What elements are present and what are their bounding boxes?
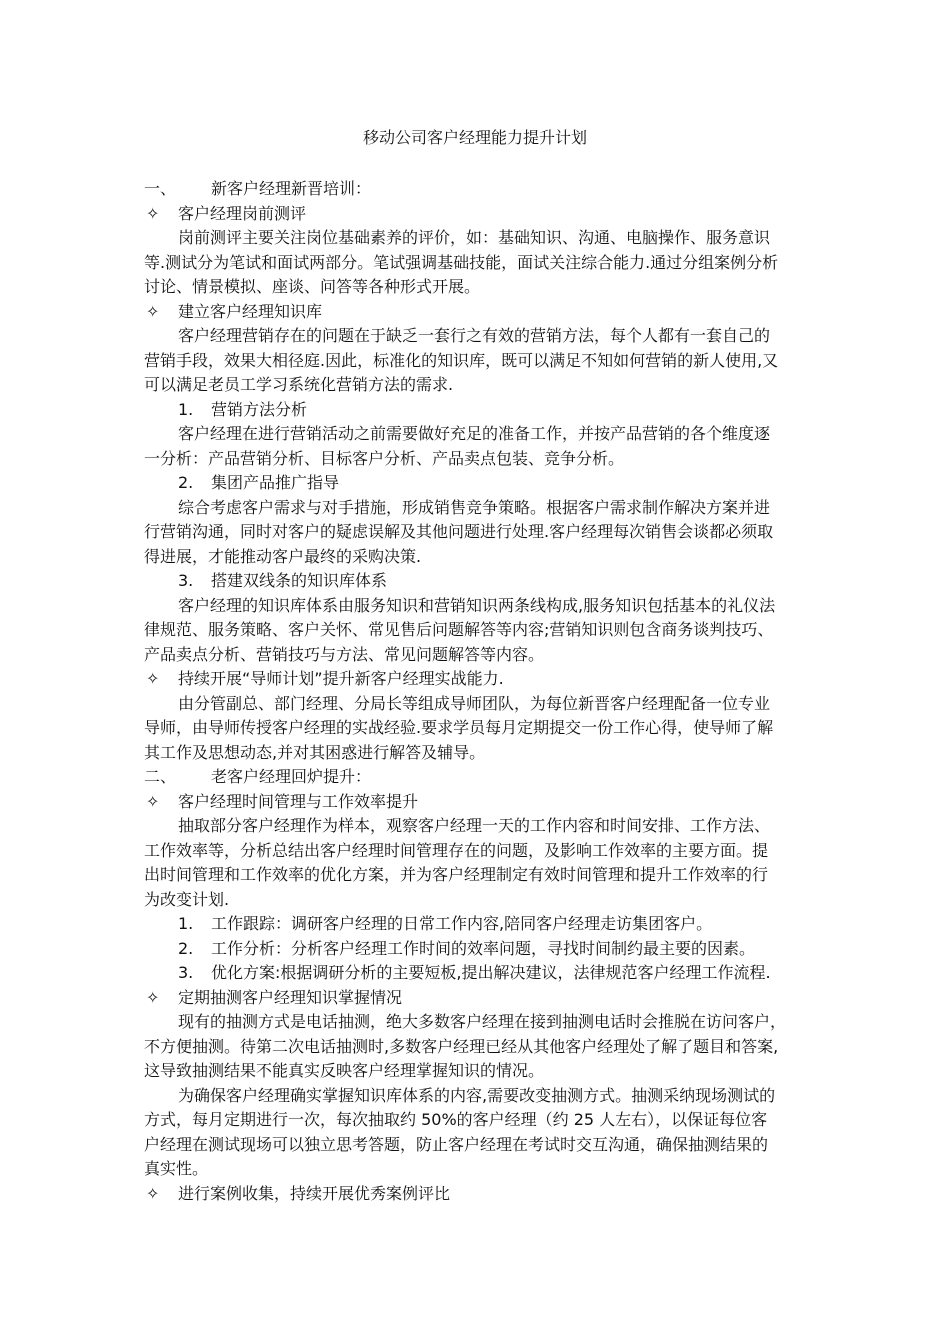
paragraph-line-text: 岗前测评主要关注岗位基础素养的评价，如：基础知识、沟通、电脑操作、服务意识 [178, 228, 771, 247]
paragraph-line [144, 422, 809, 447]
document-title: 移动公司客户经理能力提升计划 [362, 128, 587, 147]
section-number: 二、 [144, 767, 177, 786]
paragraph-line [144, 1133, 809, 1158]
paragraph-line-text: 为确保客户经理确实掌握知识库体系的内容,需要改变抽测方式。抽测采纳现场测试的 [178, 1085, 776, 1105]
document-body [144, 177, 809, 1206]
paragraph [144, 814, 809, 912]
paragraph-line [144, 275, 809, 300]
paragraph-line [144, 594, 809, 619]
paragraph-line [144, 226, 809, 251]
paragraph-line [144, 863, 809, 888]
diamond-bullet-icon: ✧ [146, 203, 160, 223]
paragraph-line-text: 户经理在测试现场可以独立思考答题，防止客户经理在考试时交互沟通，确保抽测结果的 [144, 1134, 769, 1154]
item-number: 3. [178, 571, 194, 590]
bullet-item [144, 790, 809, 815]
paragraph-line [144, 1010, 809, 1035]
bullet-item [144, 202, 809, 227]
paragraph-line-text: 现有的抽测方式是电话抽测，绝大多数客户经理在接到抽测电话时会推脱在访问客户， [178, 1012, 787, 1031]
paragraph-line [144, 1035, 809, 1060]
paragraph-line-text: 为改变计划. [144, 889, 230, 909]
numbered-item-text: 工作分析：分析客户经理工作时间的效率问题，寻找时间制约最主要的因素。 [211, 938, 756, 958]
paragraph-line-text: 抽取部分客户经理作为样本，观察客户经理一天的工作内容和时间安排、工作方法、 [178, 816, 771, 835]
diamond-bullet-icon: ✧ [146, 987, 160, 1007]
paragraph-line [144, 716, 809, 741]
paragraph-line [144, 1108, 809, 1133]
paragraph-line-text: 方式，每月定期进行一次，每次抽取约 50%的客户经理（约 25 人左右），以保证每位客 [144, 1110, 768, 1129]
diamond-bullet-icon: ✧ [146, 1183, 160, 1203]
paragraph-line [144, 1059, 809, 1084]
paragraph [144, 594, 809, 668]
bullet-item [144, 667, 809, 692]
paragraph-line-text: 得进展，才能推动客户最终的采购决策. [144, 546, 422, 566]
paragraph-line-text: 真实性。 [144, 1159, 209, 1178]
paragraph-line [144, 1157, 809, 1182]
numbered-item-text: 搭建双线条的知识库体系 [211, 571, 388, 590]
paragraph [144, 1084, 809, 1182]
paragraph-line [144, 496, 809, 521]
paragraph-line [144, 888, 809, 913]
bullet-item-text: 建立客户经理知识库 [178, 301, 323, 321]
paragraph-line [144, 349, 809, 374]
paragraph-line-text: 由分管副总、部门经理、分局长等组成导师团队，为每位新晋客户经理配备一位专业 [178, 693, 771, 713]
paragraph-line [144, 814, 809, 839]
paragraph-line-text: 导师，由导师传授客户经理的实战经验.要求学员每月定期提交一份工作心得，使导师了解 [144, 718, 774, 737]
diamond-bullet-icon: ✧ [146, 791, 160, 811]
numbered-item-text: 集团产品推广指导 [211, 473, 340, 492]
paragraph-line [144, 741, 809, 766]
paragraph-line-text: 其工作及思想动态,并对其困惑进行解答及辅导。 [144, 742, 486, 762]
paragraph-line-text: 客户经理营销存在的问题在于缺乏一套行之有效的营销方法，每个人都有一套自己的 [178, 326, 771, 345]
paragraph [144, 422, 809, 471]
paragraph-line [144, 373, 809, 398]
paragraph-line-text: 讨论、情景模拟、座谈、问答等各种形式开展。 [144, 277, 481, 296]
paragraph-line-text: 产品卖点分析、营销技巧与方法、常见问题解答等内容。 [144, 644, 545, 664]
paragraph-line [144, 520, 809, 545]
paragraph-line-text: 律规范、服务策略、客户关怀、常见售后问题解答等内容;营销知识则包含商务谈判技巧、 [144, 620, 774, 639]
paragraph-line [144, 692, 809, 717]
bullet-item [144, 300, 809, 325]
paragraph [144, 496, 809, 570]
paragraph [144, 324, 809, 398]
paragraph-line [144, 324, 809, 349]
paragraph-line-text: 行营销沟通，同时对客户的疑虑误解及其他问题进行处理.客户经理每次销售会谈都必须取 [144, 522, 774, 541]
paragraph-line-text: 客户经理的知识库体系由服务知识和营销知识两条线构成,服务知识包括基本的礼仪法 [178, 595, 776, 615]
paragraph [144, 692, 809, 766]
paragraph-line-text: 综合考虑客户需求与对手措施，形成销售竞争策略。根据客户需求制作解决方案并进 [178, 497, 771, 517]
numbered-item-text: 优化方案:根据调研分析的主要短板,提出解决建议，法律规范客户经理工作流程. [211, 963, 771, 982]
section-heading [144, 177, 809, 202]
bullet-item-text: 进行案例收集，持续开展优秀案例评比 [178, 1183, 451, 1203]
numbered-item [144, 937, 809, 962]
paragraph-line-text: 工作效率等，分析总结出客户经理时间管理存在的问题，及影响工作效率的主要方面。提 [144, 840, 769, 860]
diamond-bullet-icon: ✧ [146, 301, 160, 321]
paragraph-line [144, 447, 809, 472]
paragraph-line [144, 545, 809, 570]
paragraph-line-text: 等.测试分为笔试和面试两部分。笔试强调基础技能，面试关注综合能力.通过分组案例分析 [144, 252, 779, 272]
numbered-item-text: 工作跟踪：调研客户经理的日常工作内容,陪同客户经理走访集团客户。 [211, 914, 713, 933]
paragraph-line-text: 出时间管理和工作效率的优化方案，并为客户经理制定有效时间管理和提升工作效率的行 [144, 865, 769, 884]
numbered-item [144, 398, 809, 423]
bullet-item [144, 1182, 809, 1207]
section-heading [144, 765, 809, 790]
diamond-bullet-icon: ✧ [146, 669, 160, 688]
paragraph-line-text: 可以满足老员工学习系统化营销方法的需求. [144, 375, 454, 394]
section-number: 一、 [144, 179, 177, 198]
bullet-item-text: 客户经理时间管理与工作效率提升 [178, 791, 419, 811]
item-number: 1. [178, 914, 194, 933]
paragraph-line [144, 251, 809, 276]
paragraph [144, 226, 809, 300]
section-heading-text: 老客户经理回炉提升： [211, 767, 372, 786]
paragraph-line-text: 一分析：产品营销分析、目标客户分析、产品卖点包装、竞争分析。 [144, 448, 625, 468]
bullet-item-text: 持续开展“导师计划”提升新客户经理实战能力. [178, 669, 504, 688]
bullet-item-text: 客户经理岗前测评 [178, 203, 307, 223]
paragraph [144, 1010, 809, 1084]
item-number: 2. [178, 938, 194, 958]
paragraph-line-text: 营销手段，效果大相径庭.因此，标准化的知识库，既可以满足不知如何营销的新人使用,又 [144, 350, 779, 370]
item-number: 2. [178, 473, 194, 492]
paragraph-line [144, 643, 809, 668]
paragraph-line-text: 客户经理在进行营销活动之前需要做好充足的准备工作，并按产品营销的各个维度逐 [178, 424, 771, 443]
paragraph-line-text: 这导致抽测结果不能真实反映客户经理掌握知识的情况。 [144, 1061, 545, 1080]
numbered-item [144, 961, 809, 986]
numbered-item-text: 营销方法分析 [211, 399, 308, 419]
paragraph-line [144, 839, 809, 864]
item-number: 3. [178, 963, 194, 982]
paragraph-line-text: 不方便抽测。待第二次电话抽测时,多数客户经理已经从其他客户经理处了解了题目和答案, [144, 1036, 779, 1056]
numbered-item [144, 912, 809, 937]
numbered-item [144, 471, 809, 496]
bullet-item-text: 定期抽测客户经理知识掌握情况 [178, 987, 403, 1007]
paragraph-line [144, 1084, 809, 1109]
numbered-item [144, 569, 809, 594]
item-number: 1. [178, 399, 194, 419]
section-heading-text: 新客户经理新晋培训： [211, 179, 372, 198]
paragraph-line [144, 618, 809, 643]
bullet-item [144, 986, 809, 1011]
